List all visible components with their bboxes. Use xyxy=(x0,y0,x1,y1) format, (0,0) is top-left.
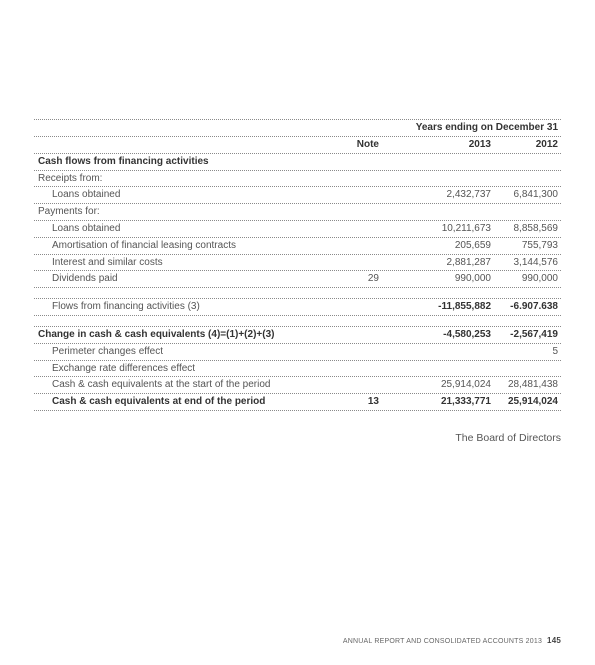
row-label: Interest and similar costs xyxy=(52,256,163,268)
note-ref: 29 xyxy=(367,273,379,285)
year-2013-column-header: 2013 xyxy=(468,139,491,150)
cash-flow-table xyxy=(34,119,561,411)
value-2012: 755,793 xyxy=(521,239,558,251)
section-title-row xyxy=(34,154,561,171)
value-2013: 21,333,771 xyxy=(440,396,491,408)
row-label: Dividends paid xyxy=(52,273,118,285)
value-2012: 5 xyxy=(552,345,558,357)
value-2012: 3,144,576 xyxy=(513,256,558,268)
value-2012: 28,481,438 xyxy=(507,379,558,391)
table-row xyxy=(34,271,561,288)
footer-text: ANNUAL REPORT AND CONSOLIDATED ACCOUNTS 2013 xyxy=(342,638,543,645)
row-label: Exchange rate differences effect xyxy=(52,362,196,374)
value-2012: -6.907.638 xyxy=(510,301,558,313)
change-in-cash-row xyxy=(34,326,561,344)
table-row xyxy=(34,255,561,272)
value-2013: 2,432,737 xyxy=(446,189,491,201)
value-2013: 2,881,287 xyxy=(446,256,491,268)
payments-label-row xyxy=(34,204,561,221)
column-header-row xyxy=(34,137,561,154)
spacer xyxy=(34,316,561,326)
end-period-row xyxy=(34,394,561,411)
row-label: Loans obtained xyxy=(52,189,121,201)
value-2013: -11,855,882 xyxy=(438,301,491,313)
row-label: Perimeter changes effect xyxy=(52,345,163,357)
row-label: Flows from financing activities (3) xyxy=(52,301,200,313)
row-label: Cash & cash equivalents at end of the period xyxy=(52,396,266,408)
row-label: Cash & cash equivalents at the start of the period xyxy=(52,379,271,391)
value-2013: -4,580,253 xyxy=(443,328,491,340)
row-label: Loans obtained xyxy=(52,222,121,234)
value-2013: 10,211,673 xyxy=(441,222,491,234)
value-2013: 25,914,024 xyxy=(440,379,491,391)
table-row xyxy=(34,238,561,255)
table-row xyxy=(34,221,561,238)
years-heading-row xyxy=(34,119,561,137)
note-column-header: Note xyxy=(356,139,379,150)
value-2012: 8,858,569 xyxy=(513,222,558,234)
years-heading: Years ending on December 31 xyxy=(415,122,558,133)
page-footer xyxy=(343,636,561,645)
row-label: Amortisation of financial leasing contracts xyxy=(52,239,236,251)
table-row xyxy=(34,361,561,378)
value-2012: 25,914,024 xyxy=(507,396,558,408)
table-row xyxy=(34,377,561,394)
value-2013: 990,000 xyxy=(454,273,491,285)
section-title: Cash flows from financing activities xyxy=(38,155,209,167)
year-2012-column-header: 2012 xyxy=(535,139,558,150)
value-2012: 6,841,300 xyxy=(513,189,558,201)
receipts-label: Receipts from: xyxy=(38,172,103,184)
value-2012: 990,000 xyxy=(521,273,558,285)
page-number: 145 xyxy=(547,636,561,645)
flows-total-row xyxy=(34,298,561,316)
payments-label: Payments for: xyxy=(38,206,100,218)
spacer xyxy=(34,288,561,298)
table-row xyxy=(34,187,561,204)
table-row xyxy=(34,344,561,361)
signature-line: The Board of Directors xyxy=(455,432,561,444)
note-ref: 13 xyxy=(367,396,379,408)
value-2012: -2,567,419 xyxy=(510,328,558,340)
value-2013: 205,659 xyxy=(454,239,491,251)
row-label: Change in cash & cash equivalents (4)=(1)+(2)+(3) xyxy=(38,328,275,340)
receipts-label-row xyxy=(34,171,561,188)
